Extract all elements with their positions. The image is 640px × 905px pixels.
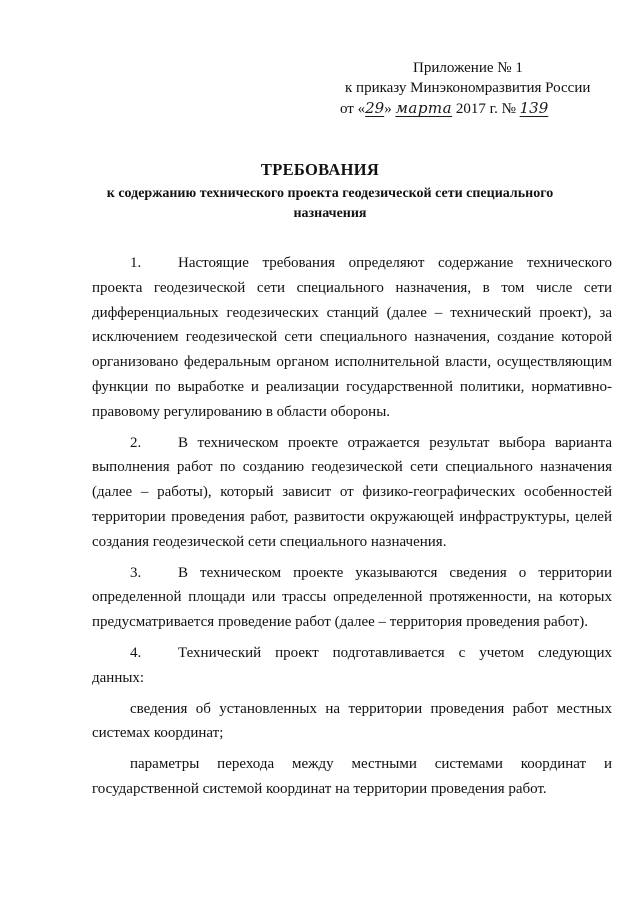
handwritten-day: 29 [365,99,385,117]
paragraph-text: В техническом проекте отражается результат выбора варианта выполнения работ по созданию геодезической сети специального назначения (далее – работы), который зависит от физико-географических особенностей территории проведения работ, развитости окружающей инфраструктуры, целей создания геодезической сети специального назначения. [92,434,612,550]
paragraph-text: Технический проект подготавливается с учетом следующих данных: [92,644,612,686]
paragraph-number: 3. [130,564,142,581]
paragraph-3 [92,561,612,635]
document-subtitle: к содержанию технического проекта геодезической сети специального назначения [106,186,554,221]
list-item-text: сведения об установленных на территории проведения работ местных системах координат; [92,700,612,742]
list-item-2 [92,752,612,802]
paragraph-1 [92,251,612,425]
handwritten-month: марта [395,99,453,117]
document-title: ТРЕБОВАНИЯ [260,160,380,179]
appendix-date-line [340,98,620,119]
paragraph-number: 4. [130,644,142,661]
appendix-header [340,58,620,119]
paragraph-number: 1. [130,255,142,271]
list-item-1 [92,697,612,747]
date-mid: » [384,101,392,117]
document-body [92,251,612,808]
handwritten-number: 139 [519,99,549,117]
paragraph-2 [92,431,612,555]
appendix-number: Приложение № 1 [413,60,523,76]
date-year: 2017 г. № [452,101,520,117]
paragraph-number: 2. [130,434,142,451]
list-item-text: параметры перехода между местными системами координат и государственной системой координат на территории проведения работ. [92,756,612,797]
paragraph-text: Настоящие требования определяют содержание технического проекта геодезической сети специального назначения, в том числе сети дифференциальных геодезических станций (далее – технический проект), за исключением геодезической сети специального назначения, создание которой организовано федеральным органом исполнительной власти, осуществляющим функции по выработке и реализации государственной политики, нормативно-правовому регулированию в области обороны. [92,255,612,420]
date-prefix: от « [340,101,366,117]
paragraph-text: В техническом проекте указываются сведения о территории определенной площади или трассы определенной протяженности, на которых предусматривается проведение работ (далее – территория проведения работ). [92,564,612,631]
paragraph-4 [92,641,612,691]
appendix-order-ref: к приказу Минэкономразвития России [345,80,591,96]
